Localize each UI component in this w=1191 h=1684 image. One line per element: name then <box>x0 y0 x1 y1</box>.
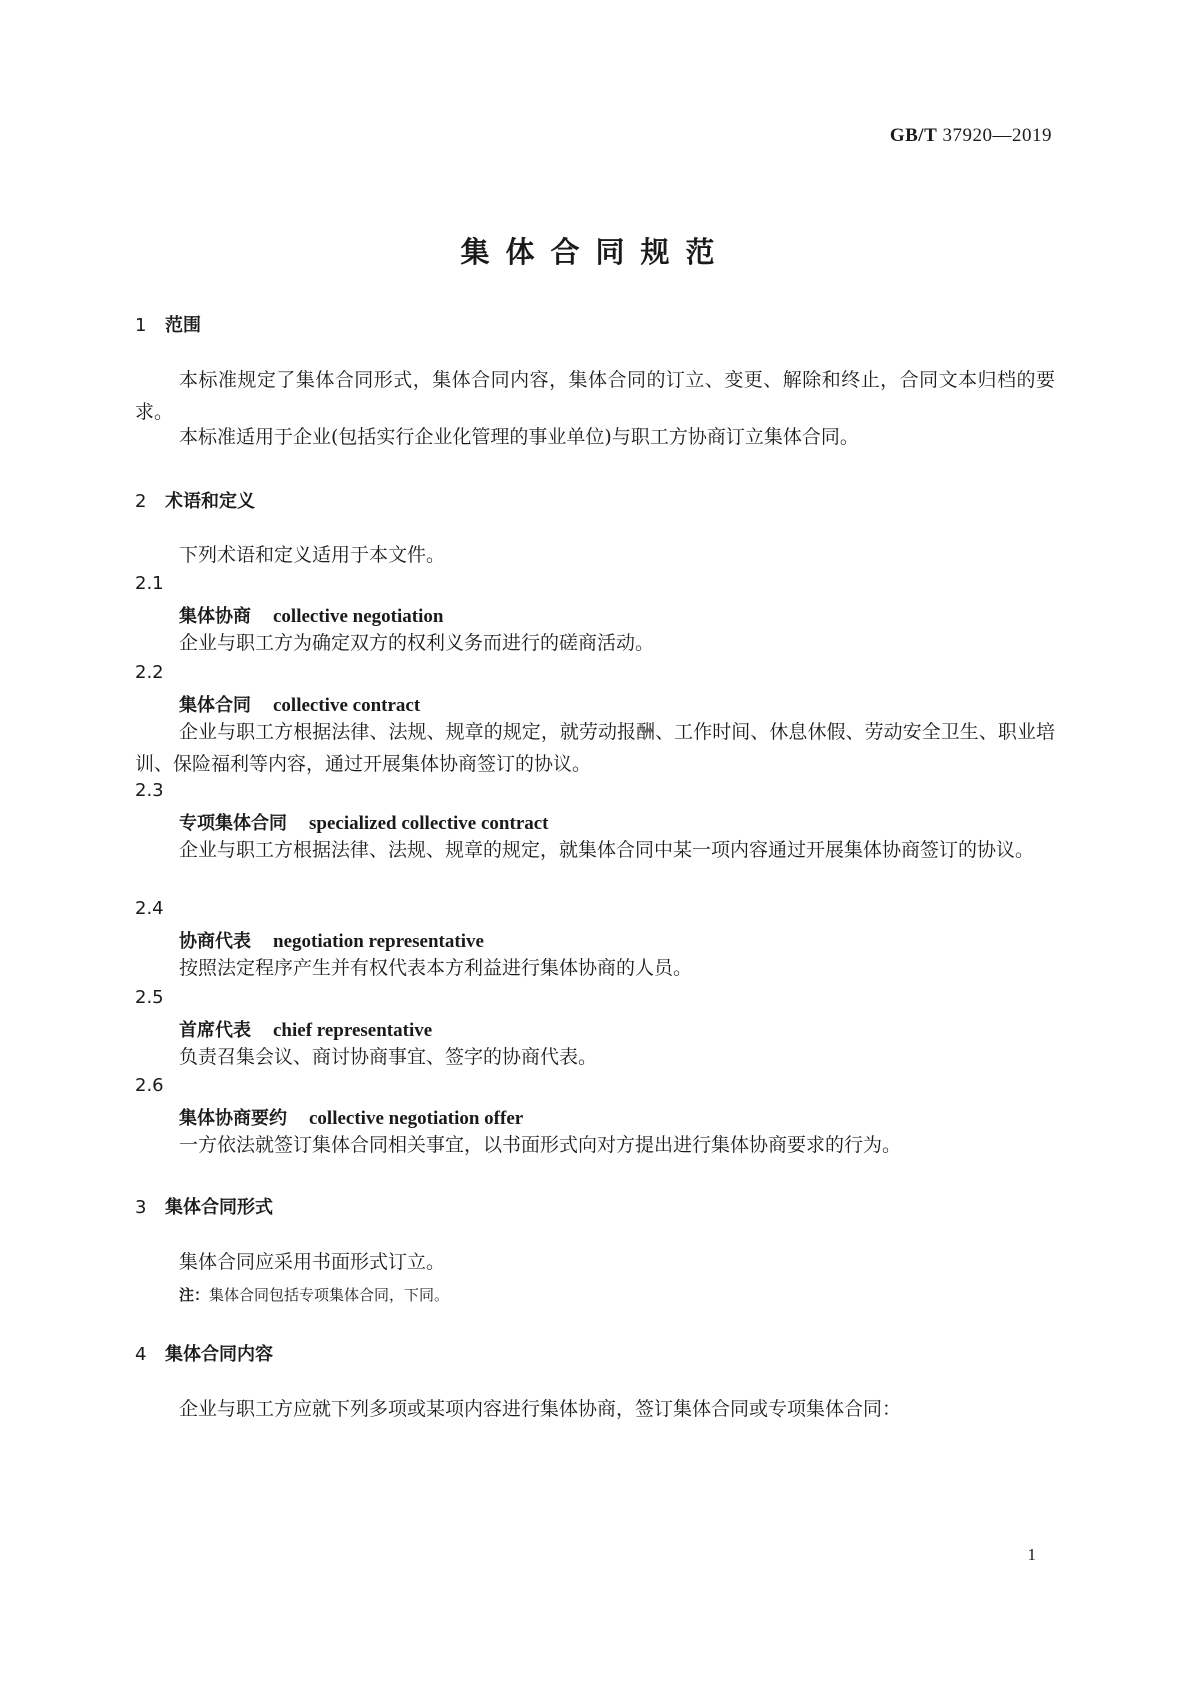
term-number: 2.2 <box>135 662 164 683</box>
section-number: 2 <box>135 491 147 512</box>
term-heading <box>179 1016 432 1042</box>
term-en: collective negotiation <box>273 606 444 627</box>
term-heading <box>179 1104 523 1130</box>
section-title: 术语和定义 <box>165 491 255 512</box>
section-4-heading <box>135 1340 273 1366</box>
standard-code <box>890 125 1052 147</box>
section-title: 范围 <box>165 315 201 336</box>
term-zh: 专项集体合同 <box>179 813 287 834</box>
section-number: 4 <box>135 1344 147 1365</box>
term-zh: 集体合同 <box>179 695 251 716</box>
term-number: 2.3 <box>135 780 164 801</box>
section-number: 1 <box>135 315 147 336</box>
term-en: negotiation representative <box>273 931 484 952</box>
term-en: chief representative <box>273 1020 433 1041</box>
section-title: 集体合同形式 <box>165 1197 273 1218</box>
term-en: collective contract <box>273 695 421 716</box>
term-definition: 企业与职工方为确定双方的权利义务而进行的磋商活动。 <box>179 632 655 654</box>
note-text: 集体合同包括专项集体合同，下同。 <box>209 1286 450 1304</box>
page-number: 1 <box>1027 1545 1036 1564</box>
term-number: 2.1 <box>135 573 164 594</box>
note-label: 注： <box>179 1286 210 1304</box>
section-1-heading <box>135 311 201 337</box>
document-title: 集体合同规范 <box>460 235 731 269</box>
term-en: specialized collective contract <box>309 813 549 834</box>
term-zh: 协商代表 <box>179 931 251 952</box>
term-definition: 负责召集会议、商讨协商事宜、签字的协商代表。 <box>179 1046 598 1068</box>
term-definition: 一方依法就签订集体合同相关事宜，以书面形式向对方提出进行集体协商要求的行为。 <box>179 1134 902 1156</box>
section-2-heading <box>135 487 255 513</box>
section-2-intro: 下列术语和定义适用于本文件。 <box>179 544 446 566</box>
section-title: 集体合同内容 <box>165 1344 273 1365</box>
term-heading <box>179 809 549 835</box>
section-4-paragraph-1: 企业与职工方应就下列多项或某项内容进行集体协商，签订集体合同或专项集体合同： <box>179 1398 902 1420</box>
section-3-note <box>179 1284 449 1305</box>
term-zh: 首席代表 <box>179 1020 251 1041</box>
term-heading <box>179 927 484 953</box>
section-3-heading <box>135 1193 273 1219</box>
term-definition: 企业与职工方根据法律、法规、规章的规定，就劳动报酬、工作时间、休息休假、劳动安全卫生、职业培训、保险福利等内容，通过开展集体协商签订的协议。 <box>135 721 1055 775</box>
term-heading <box>179 602 443 628</box>
term-en: collective negotiation offer <box>309 1108 524 1129</box>
standard-number: 37920—2019 <box>942 125 1052 146</box>
term-heading <box>179 691 420 717</box>
section-number: 3 <box>135 1197 147 1218</box>
section-1-paragraph-1: 本标准规定了集体合同形式，集体合同内容，集体合同的订立、变更、解除和终止，合同文本归档的要求。 <box>135 369 1055 423</box>
term-number: 2.4 <box>135 898 164 919</box>
term-number: 2.5 <box>135 987 164 1008</box>
term-zh: 集体协商 <box>179 606 251 627</box>
term-definition: 按照法定程序产生并有权代表本方利益进行集体协商的人员。 <box>179 957 693 979</box>
term-zh: 集体协商要约 <box>179 1108 287 1129</box>
section-1-paragraph-2: 本标准适用于企业(包括实行企业化管理的事业单位)与职工方协商订立集体合同。 <box>179 426 859 448</box>
term-definition: 企业与职工方根据法律、法规、规章的规定，就集体合同中某一项内容通过开展集体协商签订的协议。 <box>179 839 1035 861</box>
term-number: 2.6 <box>135 1075 164 1096</box>
standard-prefix: GB/T <box>889 125 938 146</box>
section-3-paragraph-1: 集体合同应采用书面形式订立。 <box>179 1251 446 1273</box>
